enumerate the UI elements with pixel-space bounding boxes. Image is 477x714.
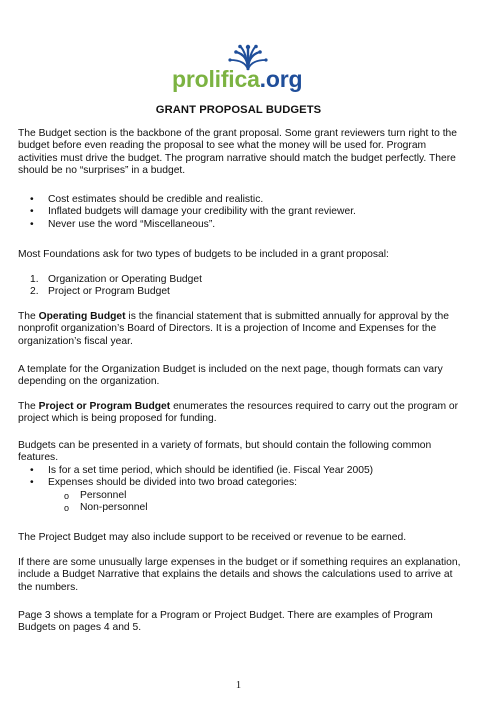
list-item: • Expenses should be divided into two broad categories:	[30, 477, 298, 489]
page-number: 1	[235, 680, 242, 691]
list-item: o Non-personnel	[64, 502, 148, 514]
bullet-icon: •	[30, 477, 34, 489]
formats-paragraph: Budgets can be presented in a variety of formats, but should contain the following common features.	[18, 440, 432, 464]
page-title: GRANT PROPOSAL BUDGETS	[155, 104, 322, 116]
project-budget-paragraph: The Project or Program Budget enumerates the resources required to carry out the program or project which is being proposed for funding.	[18, 401, 459, 425]
template-note-paragraph: A template for the Organization Budget is included on the next page, though formats can vary depending on the organization.	[18, 364, 443, 388]
list-item: 2. Project or Program Budget	[30, 286, 170, 298]
budget-types-list	[18, 274, 462, 299]
operating-budget-paragraph: The Operating Budget is the financial statement that is submitted annually for approval by the nonprofit organization’s Board of Directors. It is a projection of Income and Expenses for the organization’s fiscal year.	[18, 311, 449, 347]
list-item: o Personnel	[64, 490, 127, 501]
intro-paragraph: The Budget section is the backbone of the grant proposal. Some grant reviewers turn right to the budget before even reading the proposal to see what the money will be used for. Program activities must drive the budget. The program narrative should match the budget perfectly. There should be no “surprises” in a budget.	[18, 128, 458, 177]
narrative-paragraph: If there are some unusually large expenses in the budget or if something requires an explanation, include a Budget Narrative that explains the details and shows the calculations used to arrive at the numbers.	[18, 557, 461, 593]
list-item: • Cost estimates should be credible and realistic.	[30, 194, 264, 205]
list-item: • Never use the word “Miscellaneous”.	[30, 218, 216, 230]
bullet-icon: •	[30, 194, 34, 205]
circle-bullet-icon: o	[64, 503, 70, 514]
two-types-paragraph: Most Foundations ask for two types of budgets to be included in a grant proposal:	[18, 249, 389, 260]
list-item: • Is for a set time period, which should be identified (ie. Fiscal Year 2005)	[30, 465, 374, 476]
bullet-icon: •	[30, 218, 34, 230]
list-item: • Inflated budgets will damage your credibility with the grant reviewer.	[30, 206, 356, 218]
cautions-list	[18, 194, 462, 231]
circle-bullet-icon: o	[64, 491, 70, 501]
features-list	[18, 465, 462, 490]
bullet-icon: •	[30, 465, 34, 476]
list-item: 1. Organization or Operating Budget	[30, 274, 202, 285]
prolifica-logo	[172, 44, 302, 96]
support-paragraph: The Project Budget may also include support to be received or revenue to be earned.	[18, 532, 407, 543]
page3-paragraph: Page 3 shows a template for a Program or Project Budget. There are examples of Program Budgets on pages 4 and 5.	[18, 610, 433, 634]
expense-categories-list	[18, 490, 462, 515]
bullet-icon: •	[30, 206, 34, 218]
logo-wordmark: prolifica.org	[172, 66, 303, 92]
